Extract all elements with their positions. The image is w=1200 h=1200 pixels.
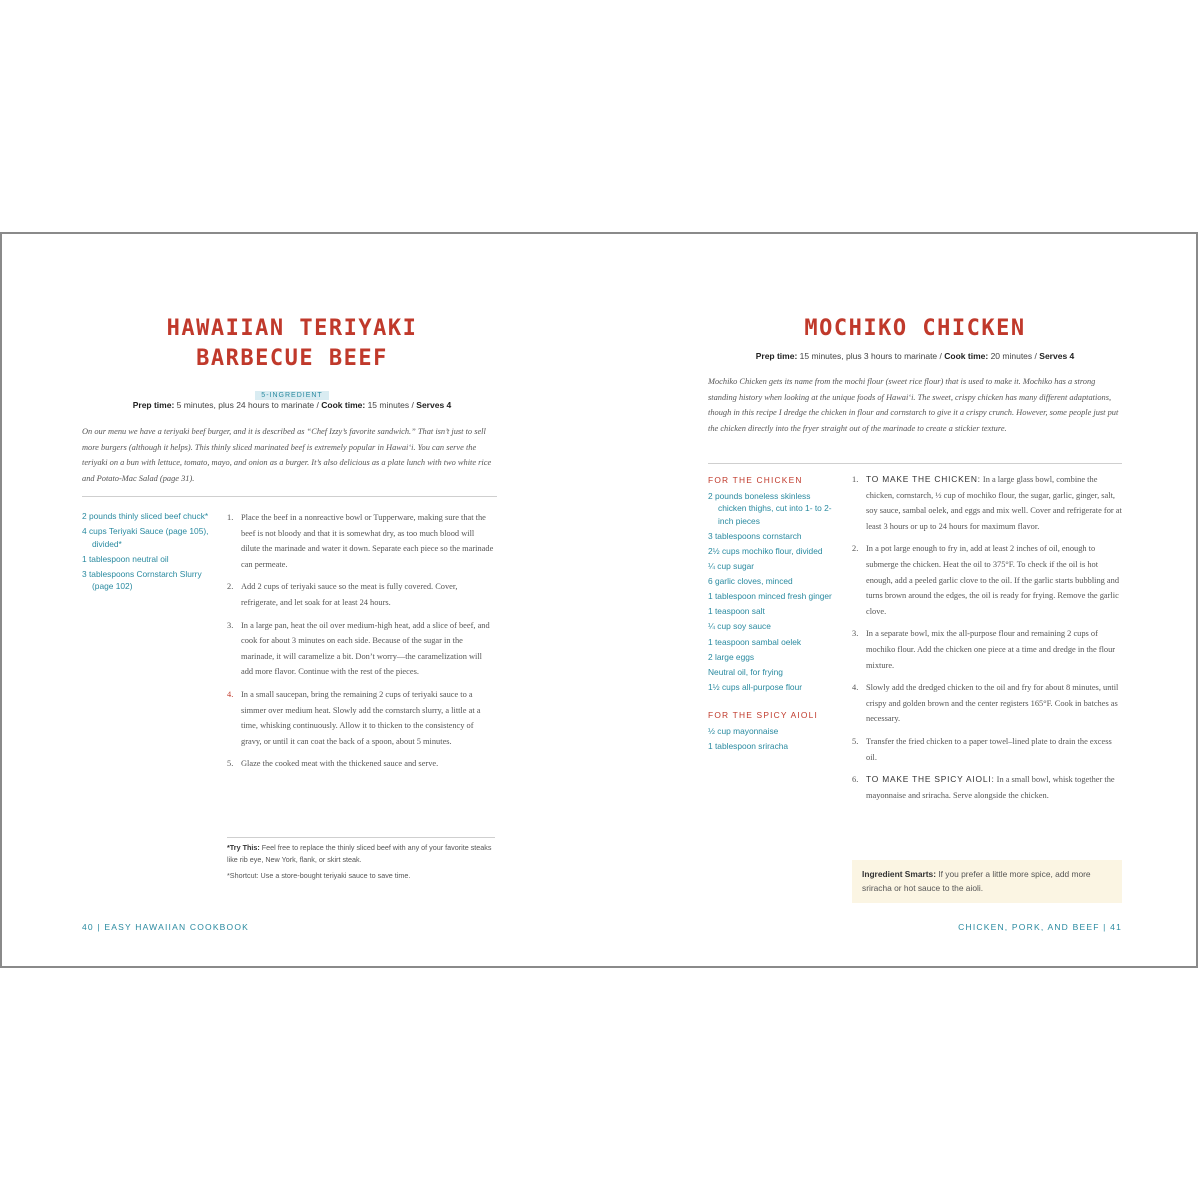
prep-label: Prep time: [755, 351, 798, 361]
ingredient-item: 2½ cups mochiko flour, divided [708, 545, 823, 556]
smart-text: If you prefer a little more spice, add more sriracha or hot sauce to the aioli. [862, 869, 1091, 893]
badge-row [82, 382, 502, 401]
step-number: 6. [852, 775, 859, 785]
ingredient-item: 1 teaspoon salt [708, 606, 765, 617]
step-item [227, 618, 495, 680]
ingredient-item: 1 teaspoon sambal oelek [708, 636, 802, 647]
right-divider [708, 463, 1122, 464]
serves: Serves 4 [416, 400, 452, 410]
aioli-ingredient-list [708, 725, 838, 753]
step-number: 5. [227, 759, 234, 769]
ingredient-item: Neutral oil, for frying [708, 666, 783, 677]
step-item [227, 510, 495, 572]
chicken-subhead: FOR THE CHICKEN [708, 475, 803, 485]
try-text: Feel free to replace the thinly sliced beef with any of your favorite steaks like rib eye, New York, flank, or skirt steak. [227, 843, 492, 864]
left-ingredient-list [82, 510, 212, 593]
left-title-line1: HAWAIIAN TERIYAKI [166, 316, 418, 341]
step-text: In a large pan, heat the oil over medium-high heat, add a slice of beef, and cook for about 3 minutes on each side. Because of the sugar in the marinade, it will caramelize a bit. Don’t worry—the caramelization will add more flavor. Continue with the rest of the pieces. [241, 620, 490, 677]
cook-label: Cook time: [944, 351, 989, 361]
book-title: EASY HAWAIIAN COOKBOOK [104, 922, 250, 932]
smart-label: Ingredient Smarts: [862, 869, 936, 879]
meta-sep: / [1034, 351, 1040, 361]
right-footer [882, 922, 1122, 932]
step-text: Add 2 cups of teriyaki sauce so the meat is fully covered. Cover, refrigerate, and let soak for at least 24 hours. [241, 582, 458, 607]
ingredient-item: 1 tablespoon neutral oil [82, 553, 169, 564]
step-number: 1. [852, 475, 859, 484]
ingredient-item: 2 pounds boneless skinless chicken thighs, cut into 1- to 2-inch pieces [708, 490, 832, 526]
prep-label: Prep time: [132, 400, 175, 410]
right-ingredients [708, 474, 838, 755]
ingredient-item: 6 garlic cloves, minced [708, 576, 793, 587]
cook-value: 20 minutes [990, 351, 1033, 361]
step-number: 4. [227, 689, 234, 699]
left-divider [82, 496, 497, 497]
ingredient-item: 2 large eggs [708, 651, 755, 662]
ingredient-item: ½ cup mayonnaise [708, 726, 779, 736]
left-title [82, 314, 502, 374]
step-text: Transfer the fried chicken to a paper towel–lined plate to drain the excess oil. [866, 736, 1112, 762]
meta-sep: / [939, 351, 945, 361]
step-item [852, 772, 1122, 803]
step-number: 1. [227, 513, 234, 522]
left-meta [82, 400, 502, 410]
serves: Serves 4 [1039, 351, 1075, 361]
step-item [852, 734, 1122, 765]
prep-value: 5 minutes, plus 24 hours to marinate [176, 400, 315, 410]
step-number: 5. [852, 736, 859, 746]
cook-value: 15 minutes [367, 400, 410, 410]
step-number: 2. [227, 582, 234, 592]
right-intro: Mochiko Chicken gets its name from the mochi flour (sweet rice flour) that is used to make it. Mochiko has a strong standing history when looking at the unique foods of Hawai‘i. The sweet, crispy chicken has many different adaptations, though in this recipe I dredge the chicken in flour and cornstarch to give it a crispy crunch. However, some people just put the chicken directly into the fryer straight out of the marinade to create a stickier texture. [708, 377, 1119, 433]
left-steps [227, 510, 495, 779]
ingredient-badge: 5-INGREDIENT [255, 391, 328, 400]
left-title-line2: BARBECUE BEEF [196, 346, 388, 371]
chicken-ingredient-list [708, 490, 838, 694]
step-text: In a separate bowl, mix the all-purpose flour and remaining 2 cups of mochiko flour. Add the chicken one piece at a time and dredge in the flour mixture. [866, 629, 1116, 670]
step-item [852, 626, 1122, 673]
step-text: Place the beef in a nonreactive bowl or Tupperware, making sure that the beef is not bloody and that it is somewhat dry, as too much blood will dilute the marinade and water it down. Separate each piece so the marinade can permeate. [241, 513, 494, 569]
prep-value: 15 minutes, plus 3 hours to marinate [799, 351, 938, 361]
left-footer [82, 922, 249, 932]
footer-sep: | [1103, 922, 1111, 932]
meta-sep: / [316, 400, 322, 410]
step-item [852, 472, 1122, 534]
step-item [852, 541, 1122, 619]
step-item [227, 579, 495, 610]
right-steps [852, 472, 1122, 810]
tip-divider [227, 837, 495, 838]
ingredient-item: 1 tablespoon sriracha [708, 741, 789, 752]
shortcut-note: *Shortcut: Use a store-bought teriyaki sauce to save time. [227, 871, 411, 880]
step-number: 2. [852, 544, 859, 554]
ingredient-item: 3 tablespoons cornstarch [708, 530, 802, 541]
ingredient-smarts-box [852, 860, 1122, 903]
step-item [852, 680, 1122, 727]
right-page-number: 41 [1110, 922, 1122, 932]
try-label: *Try This: [227, 843, 260, 852]
step-text: In a pot large enough to fry in, add at least 2 inches of oil, enough to submerge the chicken. Heat the oil to 375°F. To check if the oil is hot enough, add a peeled garlic clove to the oil. If the garlic starts bubbling and turns brown around the edges, the oil is ready for frying. Remove the garlic clove. [866, 544, 1120, 616]
step-lead: TO MAKE THE CHICKEN: [866, 474, 981, 484]
left-ingredients [82, 510, 212, 596]
ingredient-item: ¼ cup sugar [708, 561, 755, 572]
step-item [227, 756, 495, 772]
right-meta [708, 351, 1122, 361]
step-text: In a small saucepan, bring the remaining 2 cups of teriyaki sauce to a simmer over medium heat. Slowly add the cornstarch slurry, a little at a time, whisking continuously. Allow it to thicken to the consistency of gravy, or until it can coat the back of a spoon, about 5 minutes. [241, 689, 481, 746]
book-spread [0, 232, 1198, 968]
left-intro: On our menu we have a teriyaki beef burger, and it is described as “Chef Izzy’s favorite sandwich.” That isn’t just to sell more burgers (although it helps). This thinly sliced marinated beef is extremely popular in Hawai‘i. You can serve the teriyaki on a bun with lettuce, tomato, mayo, and onion as a burger. It’s also delicious as a plate lunch with two white rice and Potato-Mac Salad (page 31). [82, 427, 492, 483]
ingredient-item: 3 tablespoons Cornstarch Slurry (page 102) [82, 568, 202, 592]
ingredient-item: ¼ cup soy sauce [708, 621, 771, 632]
left-page-number: 40 [82, 922, 94, 932]
step-text: Slowly add the dredged chicken to the oil and fry for about 8 minutes, until crispy and golden brown and the center registers 165°F. Cook in batches as necessary. [866, 683, 1119, 724]
ingredient-item: 4 cups Teriyaki Sauce (page 105), divided* [82, 526, 209, 549]
step-text: Glaze the cooked meat with the thickened sauce and serve. [241, 759, 439, 769]
try-this-note [227, 842, 495, 865]
ingredient-item: 2 pounds thinly sliced beef chuck* [82, 511, 209, 521]
step-text: In a small bowl, whisk together the mayonnaise and sriracha. Serve alongside the chicken. [866, 775, 1115, 800]
ingredient-item: 1½ cups all-purpose flour [708, 681, 803, 692]
aioli-subhead: FOR THE SPICY AIOLI [708, 710, 818, 721]
cook-label: Cook time: [321, 400, 366, 410]
step-lead: TO MAKE THE SPICY AIOLI: [866, 774, 995, 785]
step-item [227, 687, 495, 749]
section-title: CHICKEN, PORK, AND BEEF [958, 922, 1100, 932]
right-title: MOCHIKO CHICKEN [804, 316, 1026, 341]
step-text: In a large glass bowl, combine the chicken, cornstarch, ½ cup of mochiko flour, the sugar, garlic, ginger, salt, soy sauce, sambal oelek, and eggs and mix well. Cover and refrigerate for at least 3 hours or up to 24 hours for maximum flavor. [866, 475, 1122, 531]
ingredient-item: 1 tablespoon minced fresh ginger [708, 591, 832, 602]
step-number: 3. [852, 629, 859, 639]
step-number: 4. [852, 683, 859, 693]
footer-sep: | [97, 922, 105, 932]
step-number: 3. [227, 620, 234, 630]
meta-sep: / [411, 400, 417, 410]
